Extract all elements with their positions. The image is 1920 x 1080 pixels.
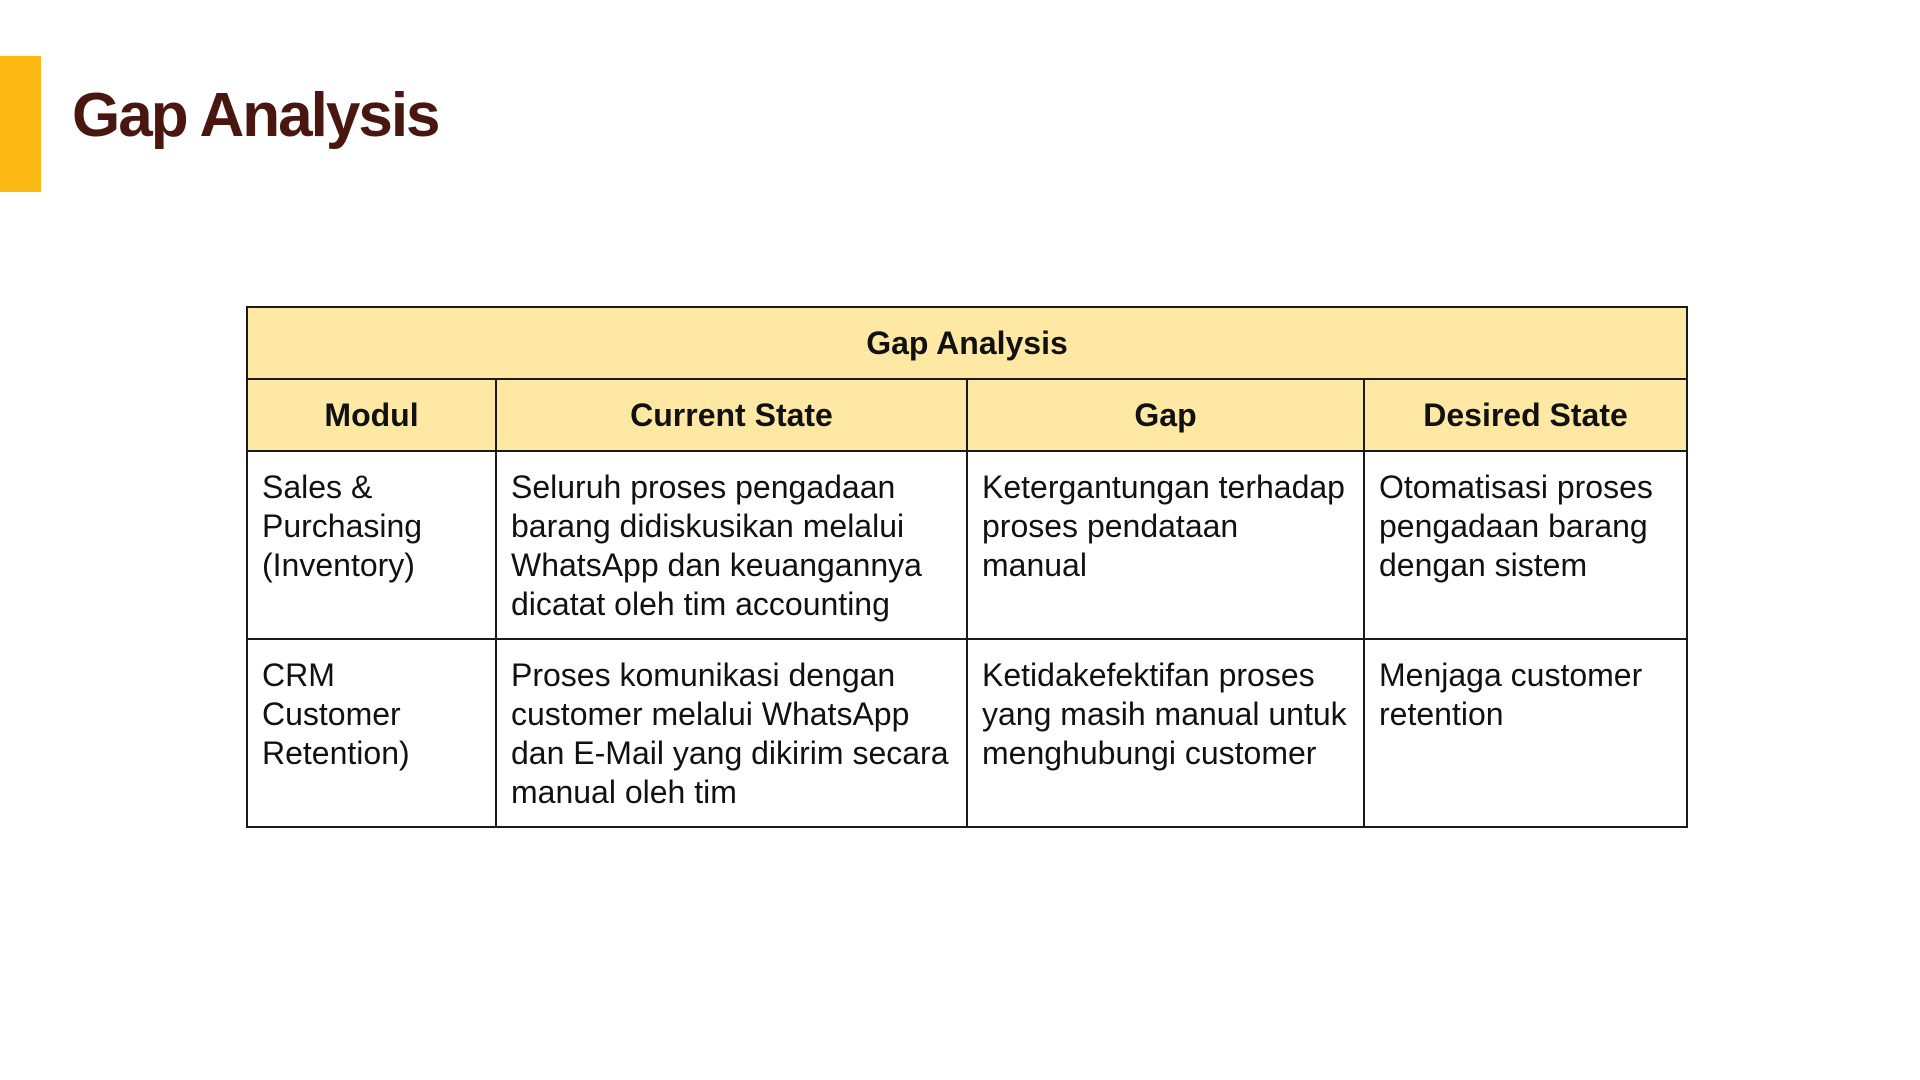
table-row xyxy=(247,639,1687,827)
gap-analysis-table xyxy=(246,306,1688,828)
cell-current-state: Seluruh proses pengadaan barang didiskusikan melalui WhatsApp dan keuangannya dicatat oleh tim accounting xyxy=(496,451,967,639)
table-row xyxy=(247,451,1687,639)
cell-gap: Ketergantungan terhadap proses pendataan manual xyxy=(967,451,1364,639)
cell-desired-state: Otomatisasi proses pengadaan barang dengan sistem xyxy=(1364,451,1687,639)
column-header-current-state: Current State xyxy=(496,379,967,451)
cell-current-state: Proses komunikasi dengan customer melalui WhatsApp dan E-Mail yang dikirim secara manual oleh tim xyxy=(496,639,967,827)
column-header-gap: Gap xyxy=(967,379,1364,451)
cell-desired-state: Menjaga customer retention xyxy=(1364,639,1687,827)
cell-modul: CRM Customer Retention) xyxy=(247,639,496,827)
table-header-row xyxy=(247,379,1687,451)
column-header-desired-state: Desired State xyxy=(1364,379,1687,451)
accent-bar xyxy=(0,56,41,192)
cell-modul: Sales & Purchasing (Inventory) xyxy=(247,451,496,639)
column-header-modul: Modul xyxy=(247,379,496,451)
cell-gap: Ketidakefektifan proses yang masih manual untuk menghubungi customer xyxy=(967,639,1364,827)
table-caption-row xyxy=(247,307,1687,379)
table-caption: Gap Analysis xyxy=(247,307,1687,379)
slide-title: Gap Analysis xyxy=(72,81,439,150)
